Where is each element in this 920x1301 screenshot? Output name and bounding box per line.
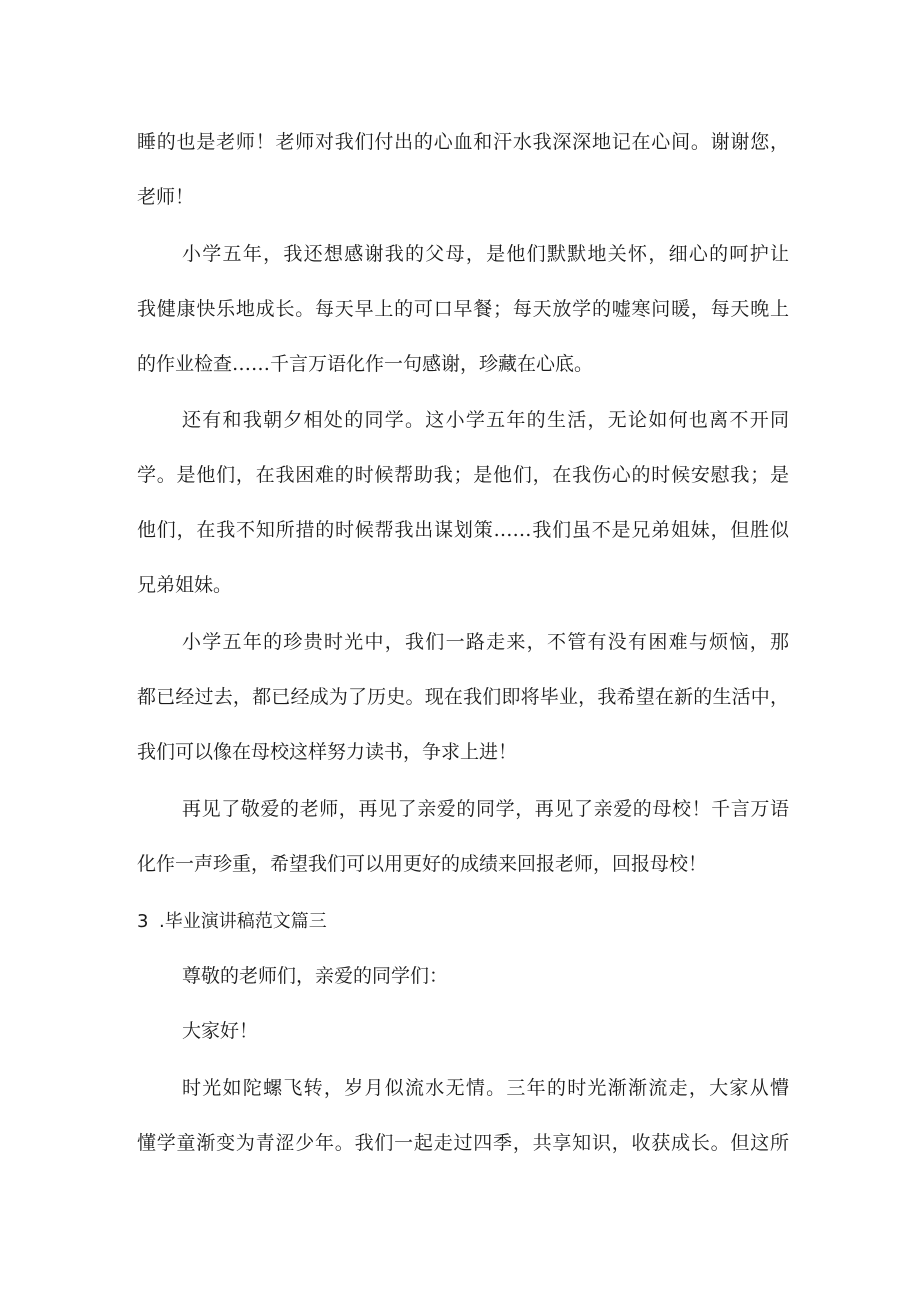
paragraph-3-line-2: 学。是他们，在我困难的时候帮助我；是他们，在我伤心的时候安慰我；是 — [137, 464, 789, 486]
paragraph-6-line-1: 时光如陀螺飞转，岁月似流水无情。三年的时光渐渐流走，大家从懵 — [182, 1077, 789, 1099]
salutation: 尊敬的老师们，亲爱的同学们： — [182, 965, 449, 987]
paragraph-4-line-2: 都已经过去，都已经成为了历史。现在我们即将毕业，我希望在新的生活中， — [137, 686, 789, 708]
paragraph-6-line-2: 懂学童渐变为青涩少年。我们一起走过四季，共享知识，收获成长。但这所 — [137, 1132, 789, 1154]
paragraph-2-line-1: 小学五年，我还想感谢我的父母，是他们默默地关怀，细心的呵护让 — [182, 243, 789, 265]
paragraph-1-line-1: 睡的也是老师！老师对我们付出的心血和汗水我深深地记在心间。谢谢您， — [137, 131, 789, 153]
paragraph-3-line-4: 兄弟姐妹。 — [137, 574, 233, 596]
section-heading-title: .毕业演讲稿范文篇三 — [159, 911, 327, 932]
paragraph-1-line-2: 老师！ — [137, 186, 195, 208]
paragraph-3-line-3: 他们，在我不知所措的时候帮我出谋划策……我们虽不是兄弟姐妹，但胜似 — [137, 519, 789, 541]
paragraph-5-line-1: 再见了敬爱的老师，再见了亲爱的同学，再见了亲爱的母校！千言万语 — [182, 798, 789, 820]
paragraph-3-line-1: 还有和我朝夕相处的同学。这小学五年的生活，无论如何也离不开同 — [182, 409, 789, 431]
paragraph-2-line-2: 我健康快乐地成长。每天早上的可口早餐；每天放学的嘘寒问暖，每天晚上 — [137, 298, 789, 320]
paragraph-2-line-3: 的作业检查……千言万语化作一句感谢，珍藏在心底。 — [137, 353, 594, 375]
paragraph-4-line-1: 小学五年的珍贵时光中，我们一路走来，不管有没有困难与烦恼，那 — [182, 631, 789, 653]
greeting: 大家好！ — [182, 1020, 259, 1042]
paragraph-4-line-3: 我们可以像在母校这样努力读书，争求上进！ — [137, 741, 518, 763]
section-heading-number: 3 — [137, 911, 149, 932]
section-heading — [137, 910, 327, 934]
paragraph-5-line-2: 化作一声珍重，希望我们可以用更好的成绩来回报老师，回报母校！ — [137, 853, 708, 875]
